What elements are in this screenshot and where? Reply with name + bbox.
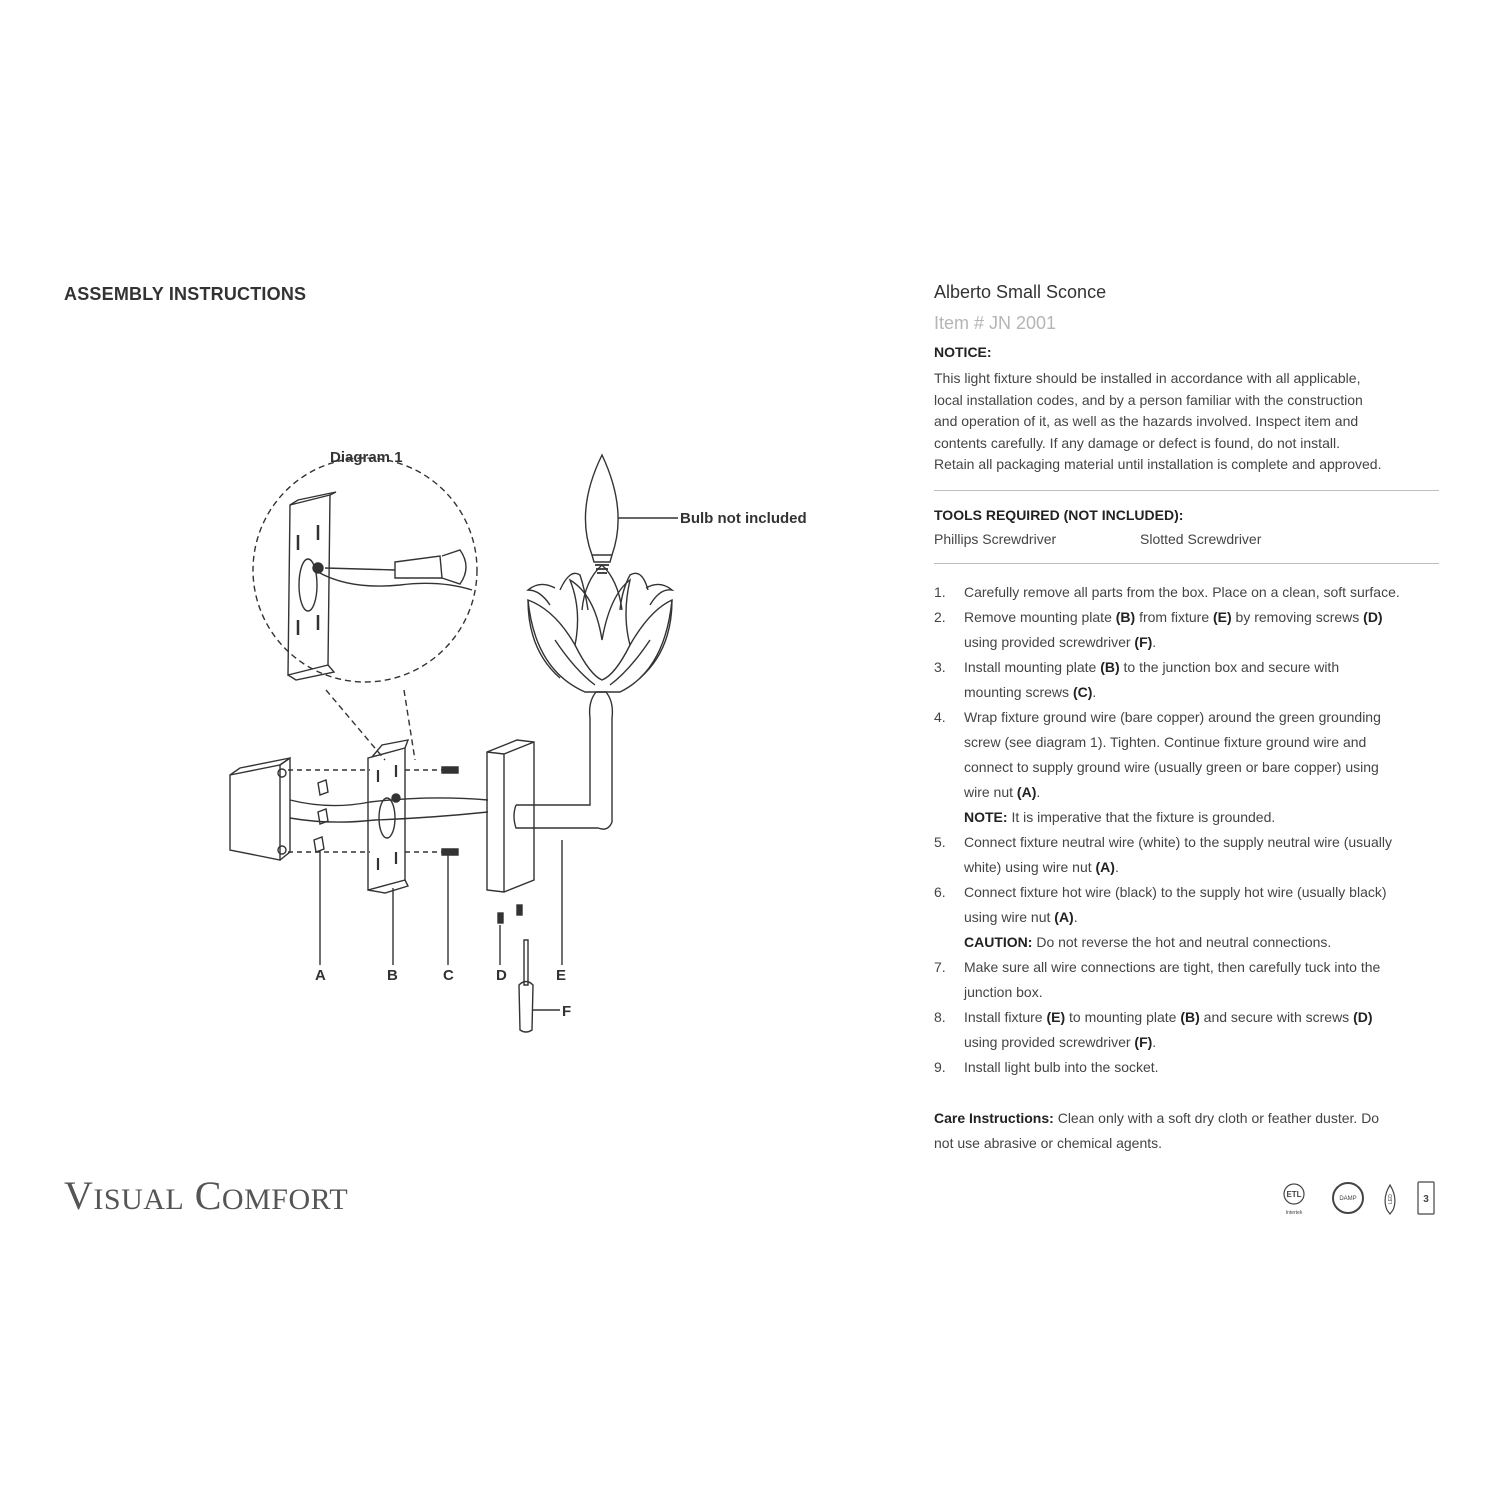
part-label-d: D <box>496 967 507 984</box>
step-caution: CAUTION: Do not reverse the hot and neutral connections. <box>964 933 1332 950</box>
divider <box>934 490 1439 491</box>
etl-listed-icon <box>1284 1184 1304 1216</box>
part-label-f: F <box>562 1003 572 1020</box>
svg-text:Intertek: Intertek <box>1285 1210 1303 1216</box>
dimmer-icon <box>1418 1182 1434 1214</box>
assembly-diagram <box>210 440 850 1050</box>
tool-item: Phillips Screwdriver <box>934 530 1057 547</box>
step-item: 2. Remove mounting plate (B) from fixture (E) by removing screws (D) using provided screwdriver (F). <box>934 608 1383 650</box>
tool-item: Slotted Screwdriver <box>1140 530 1262 547</box>
svg-text:LED: LED <box>1388 1194 1394 1204</box>
part-label-a: A <box>315 967 326 984</box>
diagram-inset-circle <box>253 458 477 682</box>
svg-text:3: 3 <box>1423 1194 1429 1205</box>
led-icon <box>1385 1185 1395 1214</box>
step-item: 4. Wrap fixture ground wire (bare copper) around the green grounding screw (see diagram 1). Tighten. Continue fixture ground wire and connect to supply ground wire (usually green or bare copper) using wire nut (A). <box>934 708 1381 800</box>
care-instructions: Care Instructions: Clean only with a soft dry cloth or feather duster. Do not use abrasive or chemical agents. <box>934 1109 1380 1151</box>
step-item: 7. Make sure all wire connections are tight, then carefully tuck into the junction box. <box>934 958 1381 1000</box>
step-note: NOTE: It is imperative that the fixture is grounded. <box>964 808 1276 825</box>
bulb-label: Bulb not included <box>680 510 807 527</box>
svg-text:ETL: ETL <box>1286 1190 1302 1199</box>
fixture-arm <box>534 692 612 829</box>
screwdriver <box>524 940 528 985</box>
light-bulb <box>585 455 618 555</box>
brand-logo: VISUAL COMFORT <box>64 1173 349 1218</box>
junction-box <box>230 765 280 860</box>
product-title: Alberto Small Sconce <box>934 282 1107 302</box>
damp-rated-icon <box>1333 1183 1363 1213</box>
divider <box>934 563 1439 564</box>
steps-list <box>934 580 1439 1080</box>
item-number: Item # JN 2001 <box>934 313 1057 333</box>
step-item: 1. Carefully remove all parts from the box. Place on a clean, soft surface. <box>934 583 1400 600</box>
diagram-inset-label: Diagram 1 <box>330 449 403 466</box>
inset-mounting-plate <box>288 495 330 675</box>
certification-icons <box>1278 1180 1438 1220</box>
step-item: 3. Install mounting plate (B) to the junction box and secure with mounting screws (C). <box>934 658 1340 700</box>
page-title: ASSEMBLY INSTRUCTIONS <box>64 284 307 304</box>
lotus-shade <box>528 565 672 692</box>
step-item: 8. Install fixture (E) to mounting plate (B) and secure with screws (D) using provided screwdriver (F). <box>934 1008 1373 1050</box>
notice-heading: NOTICE: <box>934 344 992 360</box>
step-item: 9. Install light bulb into the socket. <box>934 1058 1159 1075</box>
part-label-b: B <box>387 967 398 984</box>
tools-heading: TOOLS REQUIRED (NOT INCLUDED): <box>934 506 1184 523</box>
notice-text: This light fixture should be installed in accordance with all applicable, local installation codes, and by a person familiar with the construction and operation of it, as well as the hazards involved. Inspect item and contents carefully. If any damage or defect is found, do not install. Retain all packaging material until installation is complete and approved. <box>934 370 1382 472</box>
step-item: 6. Connect fixture hot wire (black) to the supply hot wire (usually black) using wire nut (A). <box>934 883 1387 925</box>
instructions-column <box>934 282 1439 1156</box>
fixture-backplate <box>487 740 534 892</box>
tools-list <box>934 531 1439 551</box>
mounting-screw <box>442 767 458 773</box>
part-label-c: C <box>443 967 454 984</box>
step-item: 5. Connect fixture neutral wire (white) to the supply neutral wire (usually white) using wire nut (A). <box>934 833 1392 875</box>
wire-nut <box>318 780 328 795</box>
svg-text:DAMP: DAMP <box>1339 1196 1357 1202</box>
part-label-e: E <box>556 967 567 984</box>
